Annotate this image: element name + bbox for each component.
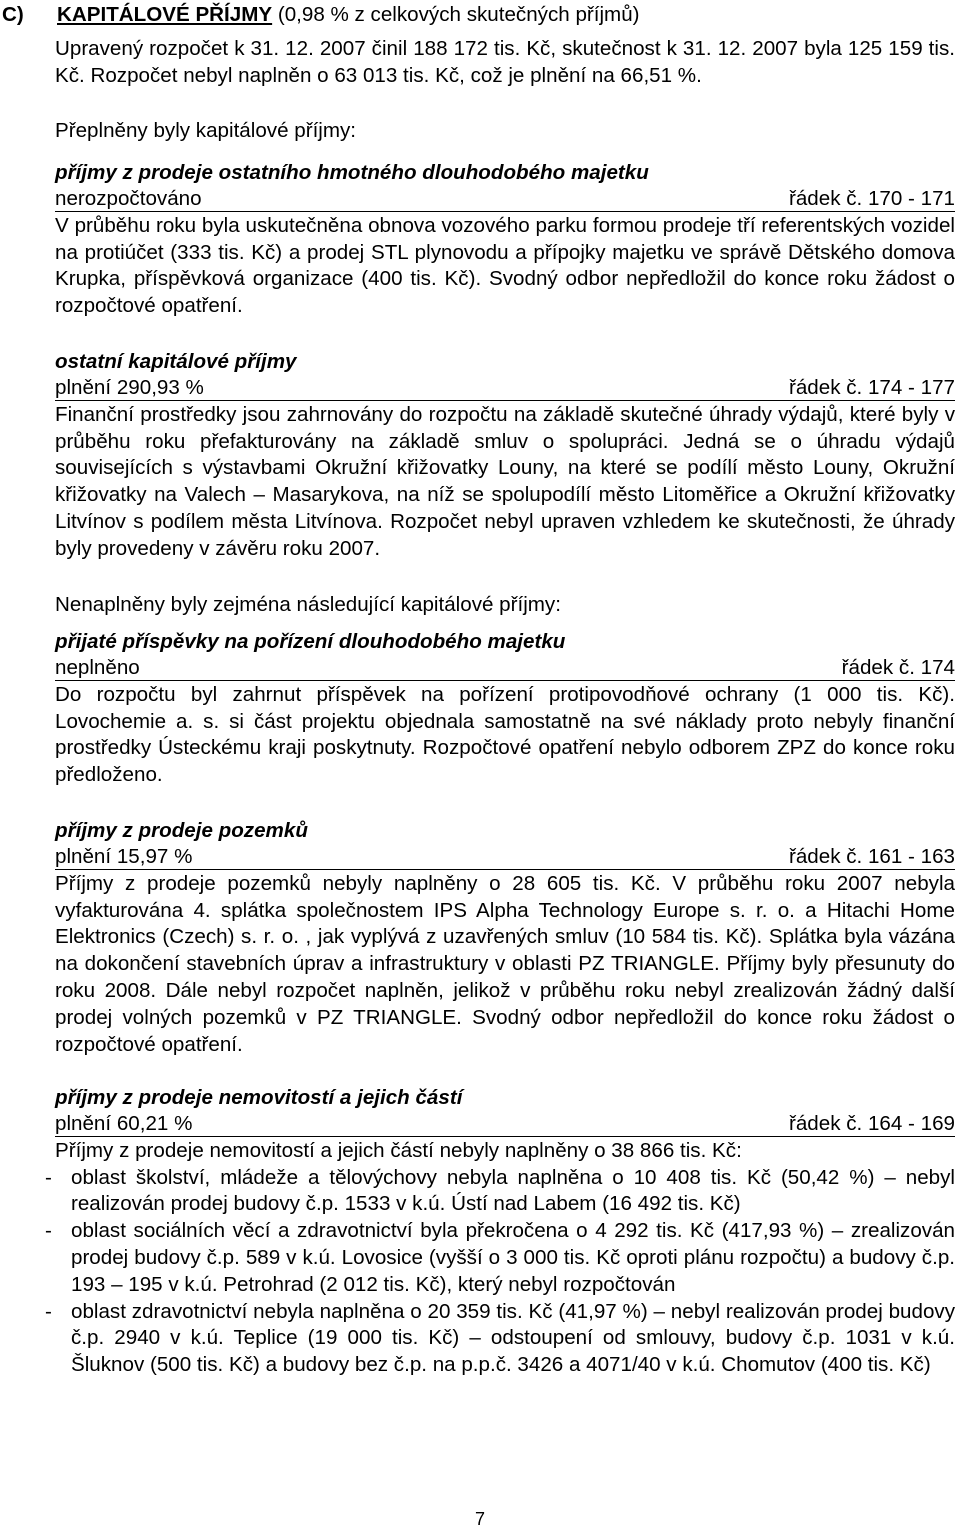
over-heading: Přeplněny byly kapitálové příjmy:	[55, 119, 357, 142]
bullet-list	[45, 1165, 955, 1379]
list-item: - oblast školství, mládeže a tělovýchovy nebyla naplněna o 10 408 tis. Kč (50,42 %) – nebyl realizován prodej budovy č.p. 1533 v k.ú. Ústí nad Labem (16 492 tis. Kč)	[45, 1165, 955, 1216]
item-row: řádek č. 174	[841, 655, 955, 679]
item-row: řádek č. 174 - 177	[789, 375, 955, 399]
item-status-line	[55, 656, 955, 681]
item-text: Finanční prostředky jsou zahrnovány do rozpočtu na základě skutečné úhrady výdajů, které byly v průběhu roku přefakturovány na základě smluv o spolupráci. Jedná se o úhradu výdajů souvisejících s výstavbami Okružní křižovatky Louny, na které se podílí město Louny, Okružní křižovatky na Valech – Masarykova, na níž se spolupodílí město Litoměřice a Okružní křižovatky Litvínov s podílem města Litvínova. Rozpočet nebyl upraven vzhledem ke skutečnosti, že úhrady byly provedeny v závěru roku 2007.	[55, 402, 955, 560]
section-note: (0,98 % z celkových skutečných příjmů)	[272, 3, 640, 26]
item-status-line	[55, 376, 955, 401]
item-title: příjmy z prodeje nemovitostí a jejich částí	[55, 1086, 463, 1109]
page-number: 7	[474, 1509, 485, 1529]
item-title: přijaté příspěvky na pořízení dlouhodobého majetku	[55, 630, 566, 653]
item-row: řádek č. 164 - 169	[789, 1111, 955, 1135]
item-text: Příjmy z prodeje pozemků nebyly naplněny o 28 605 tis. Kč. V průběhu roku 2007 nebyla vyfakturována 4. splátka společnostem IPS Alpha Technology Europe s. r. o. a Hitachi Home Elektronics (Czech) s. r. o. , jak vyplývá z uzavřených smluv (10 584 tis. Kč). Splátka byla vázána na dokončení stavebních úprav a infrastruktury v oblasti PZ TRIANGLE. Příjmy byly přesunuty do roku 2008. Dále nebyl rozpočet naplněn, jelikož v průběhu roku nebyl zrealizován žádný další prodej volných pozemků v PZ TRIANGLE. Svodný odbor nepředložil do konce roku žádost o rozpočtové opatření.	[55, 871, 955, 1056]
item-ostatni-kapitalove	[55, 349, 955, 563]
section-heading	[2, 2, 640, 29]
item-prispevky	[55, 629, 955, 789]
item-text: V průběhu roku byla uskutečněna obnova vozového parku formou prodeje tří referentských vozidel na protiúčet (333 tis. Kč) a prodej STL plynovodu a přípojky majetku ve správě Dětského domova Krupka, příspěvková organizace (400 tis. Kč). Svodný odbor nepředložil do konce roku žádost o rozpočtové opatření.	[55, 213, 955, 318]
item-title: ostatní kapitálové příjmy	[55, 350, 297, 373]
item-hmotny-majetek	[55, 160, 955, 320]
section-title: KAPITÁLOVÉ PŘÍJMY	[57, 3, 273, 26]
item-text: Příjmy z prodeje nemovitostí a jejich částí nebyly naplněny o 38 866 tis. Kč:	[55, 1138, 742, 1162]
item-title: příjmy z prodeje ostatního hmotného dlouhodobého majetku	[55, 161, 649, 184]
item-nemovitosti	[45, 1085, 955, 1379]
item-row: řádek č. 170 - 171	[789, 186, 955, 210]
item-status-line	[55, 845, 955, 870]
item-status: plnění 60,21 %	[55, 1111, 193, 1135]
item-status: neplněno	[55, 655, 140, 679]
section-letter: C)	[2, 3, 24, 26]
item-title: příjmy z prodeje pozemků	[55, 819, 308, 842]
item-row: řádek č. 161 - 163	[789, 844, 955, 868]
item-status-line	[55, 1112, 955, 1137]
item-pozemky	[55, 818, 955, 1058]
list-item: - oblast zdravotnictví nebyla naplněna o 20 359 tis. Kč (41,97 %) – nebyl realizován prodej budovy č.p. 2940 v k.ú. Teplice (19 000 tis. Kč) – odstoupení od smlouvy, budovy č.p. 1031 v k.ú. Šluknov (500 tis. Kč) a budovy bez č.p. na p.p.č. 3426 a 4071/40 v k.ú. Chomutov (400 tis. Kč)	[45, 1299, 955, 1377]
intro-paragraph: Upravený rozpočet k 31. 12. 2007 činil 188 172 tis. Kč, skutečnost k 31. 12. 2007 byla 125 159 tis. Kč. Rozpočet nebyl naplněn o 63 013 tis. Kč, což je plnění na 66,51 %.	[55, 37, 955, 87]
item-status: nerozpočtováno	[55, 186, 202, 210]
under-heading: Nenaplněny byly zejména následující kapitálové příjmy:	[55, 593, 561, 616]
item-status: plnění 15,97 %	[55, 844, 193, 868]
item-status-line	[55, 187, 955, 212]
item-text: Do rozpočtu byl zahrnut příspěvek na pořízení protipovodňové ochrany (1 000 tis. Kč). Lovochemie a. s. si část projektu objednala samostatně na své náklady proto nebyly finanční prostředky Ústeckému kraji poskytnuty. Rozpočtové opatření nebylo odborem ZPZ do konce roku předloženo.	[55, 682, 955, 787]
list-item: - oblast sociálních věcí a zdravotnictví byla překročena o 4 292 tis. Kč (417,93 %) – zrealizován prodej budovy č.p. 589 v k.ú. Lovosice (vyšší o 3 000 tis. Kč oproti plánu rozpočtu) a budovy č.p. 193 – 195 v k.ú. Petrohrad (2 012 tis. Kč), který nebyl rozpočtován	[45, 1219, 955, 1296]
item-status: plnění 290,93 %	[55, 375, 204, 399]
